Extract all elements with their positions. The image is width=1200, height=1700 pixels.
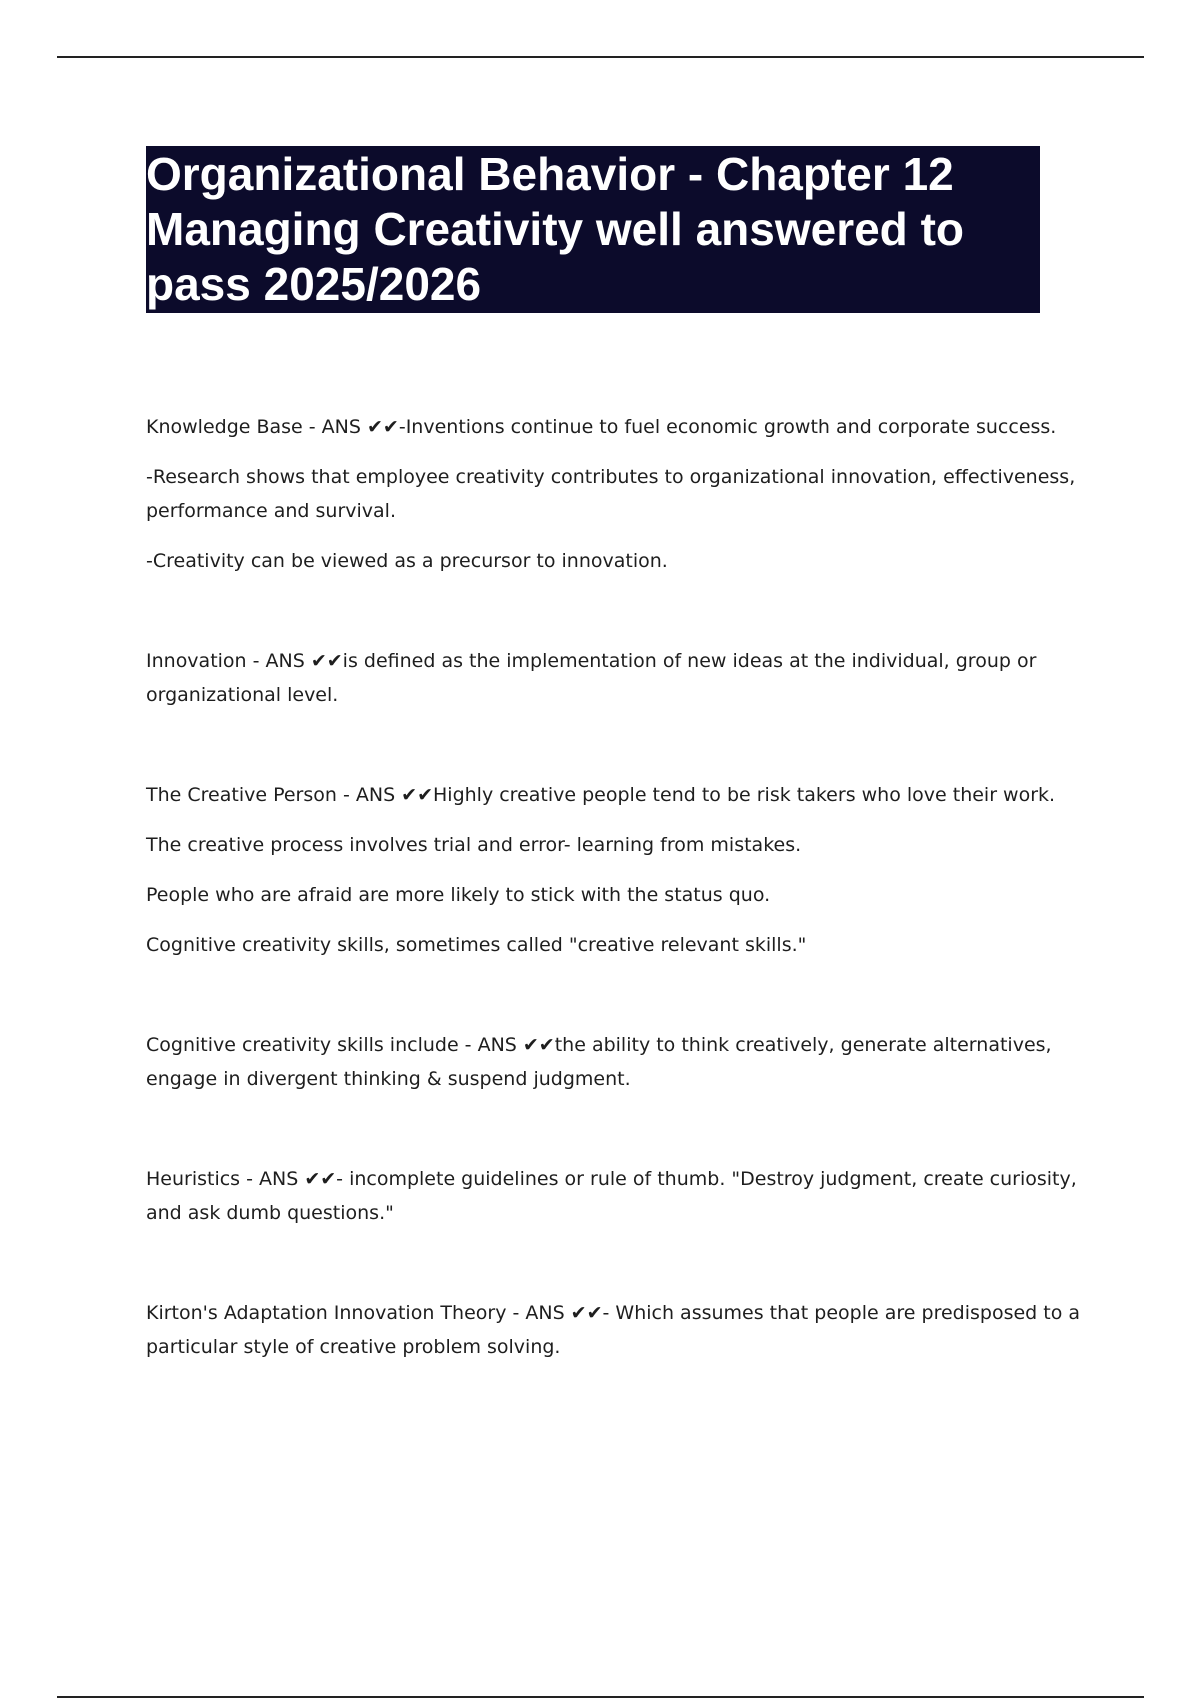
title-line-3: pass 2025/2026 — [146, 258, 482, 310]
qa-entry-innovation — [146, 644, 1106, 712]
qa-entry-creative-person — [146, 778, 1106, 962]
footer-rule — [57, 1696, 1144, 1698]
entry-paragraph: -Research shows that employee creativity contributes to organizational innovation, effectiveness, performance and survival. — [146, 466, 1076, 522]
qa-entry-cognitive-skills — [146, 1028, 1106, 1096]
entry-paragraph: Cognitive creativity skills include - ANS ✔✔the ability to think creatively, generate alternatives, engage in divergent thinking & suspend judgment. — [146, 1034, 1052, 1090]
entry-paragraph: Knowledge Base - ANS ✔✔-Inventions continue to fuel economic growth and corporate success. — [146, 416, 1057, 438]
document-title — [146, 146, 1040, 313]
header-rule — [57, 56, 1144, 58]
qa-entry-kirton-theory — [146, 1296, 1106, 1364]
entry-paragraph: -Creativity can be viewed as a precursor to innovation. — [146, 550, 668, 572]
entry-paragraph: The creative process involves trial and error- learning from mistakes. — [146, 834, 802, 856]
entry-paragraph: Kirton's Adaptation Innovation Theory - ANS ✔✔- Which assumes that people are predisposed to a particular style of creative problem solving. — [146, 1302, 1081, 1358]
title-line-2: Managing Creativity well answered to — [146, 203, 964, 255]
entry-paragraph: Innovation - ANS ✔✔is defined as the implementation of new ideas at the individual, group or organizational level. — [146, 650, 1037, 706]
entry-paragraph: The Creative Person - ANS ✔✔Highly creative people tend to be risk takers who love their work. — [146, 784, 1056, 806]
qa-entry-heuristics — [146, 1162, 1106, 1230]
title-line-1: Organizational Behavior - Chapter 12 — [146, 148, 954, 200]
entry-paragraph: Cognitive creativity skills, sometimes called "creative relevant skills." — [146, 934, 807, 956]
document-body — [146, 410, 1106, 1380]
entry-paragraph: Heuristics - ANS ✔✔- incomplete guidelines or rule of thumb. "Destroy judgment, create curiosity, and ask dumb questions." — [146, 1168, 1077, 1224]
entry-paragraph: People who are afraid are more likely to stick with the status quo. — [146, 884, 771, 906]
qa-entry-knowledge-base — [146, 410, 1106, 578]
